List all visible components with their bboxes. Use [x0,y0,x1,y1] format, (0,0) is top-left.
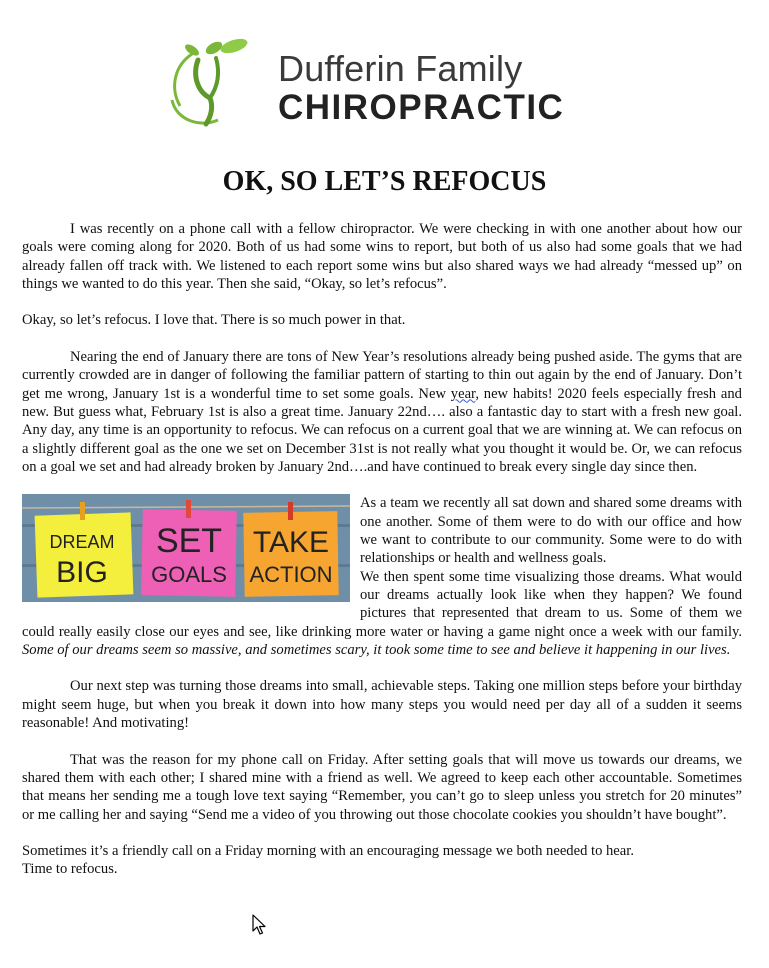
paragraph-5: Our next step was turning those dreams into small, achievable steps. Taking one million steps before your birthday might seem huge, but when you break it down into how many steps you would need per day all of a sudden it seems reasonable! And motivating! [22,678,742,732]
paragraph-3-part-a: Nearing the end of January there are tons of New Year’s resolutions already being pushed aside. The gyms that are currently crowded are in danger of following the familiar pattern of starting to thin out again by the end of January. Don’t get me wrong, January 1st is a wonderful time to set some goals. New [22,349,742,402]
mouse-pointer-icon [252,914,268,936]
paragraph-4b-text: We then spent some time visualizing those dreams. What would our dreams actually look like when they happen? We found pictures that represented that dream to us. Some of them we could really easily close our eyes and see, like drinking more water or having a game night once a week with our family. [22,568,742,640]
note2-top-text: SET [155,522,223,561]
note3-bottom-text: ACTION [249,562,333,588]
note1-top-text: DREAM [49,532,115,553]
spellcheck-word: year [450,385,476,402]
paragraph-4-italic: Some of our dreams seem so massive, and sometimes scary, it took some time to see and believe it happening in our lives. [22,641,731,658]
logo [162,36,602,132]
logo-line-2: CHIROPRACTIC [278,88,565,127]
stick-figure-leaf-icon [162,36,262,132]
paragraph-3 [22,348,742,476]
paragraph-7a: Sometimes it’s a friendly call on a Friday morning with an encouraging message we both needed to hear. [22,843,634,860]
page-title: OK, SO LET’S REFOCUS [222,166,547,197]
logo-line-1: Dufferin Family [278,48,523,89]
note3-top-text: TAKE [252,526,330,560]
paragraph-4a: As a team we recently all sat down and shared some dreams with one another. Some of them were to do with our office and how we want to contribute to our community. Some were to do with relationships or health and wellness goals. [360,495,742,567]
document-body [22,220,742,879]
paragraph-7b: Time to refocus. [22,861,118,878]
paragraph-2: Okay, so let’s refocus. I love that. There is so much power in that. [22,312,406,329]
sticky-notes-image [22,494,350,602]
paragraph-1: I was recently on a phone call with a fellow chiropractor. We were checking in with one another about how our goals were coming along for 2020. Both of us had some wins to report, but both of us also had some goals that we had already fallen off track with. We listened to each report some wins but also shared ways we had already “messed up” on things we wanted to do this year. Then she said, “Okay, so let’s refocus”. [22,221,742,292]
note1-bottom-text: BIG [56,556,108,590]
note2-bottom-text: GOALS [151,562,227,588]
paragraph-6: That was the reason for my phone call on Friday. After setting goals that will move us towards our dreams, we shared them with each other; I shared mine with a friend as well. We agreed to keep each other accountable. Sometimes that means her sending me a tough love text saying “Remember, you can’t go to sleep unless you stretch for 20 minutes” or me calling her and saying “Send me a video of you throwing out those chocolate cookies you shouldn’t have bought”. [22,751,742,823]
paragraph-3-part-b: , new habits! 2020 feels especially fresh and new. But guess what, February 1st is also a great time. January 22nd…. also a fantastic day to start with a fresh new goal. Any day, any time is an opportunity to refocus. We can refocus on a current goal that we are winning at. We can refocus on a slightly different goal as the one we set on December 31st is not really what you thought it would be. Or, we can refocus on a goal we set and had already broken by January 2nd….and have continued to break every single day since then. [22,385,742,475]
